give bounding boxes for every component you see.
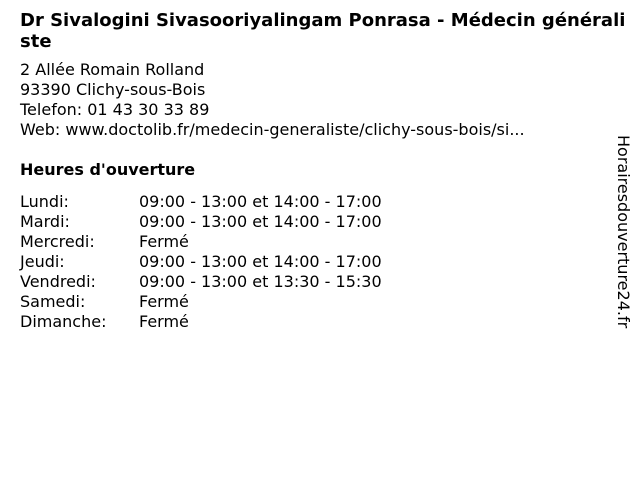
day-hours: Fermé bbox=[139, 292, 189, 311]
day-label: Lundi: bbox=[20, 192, 69, 211]
phone-number: Telefon: 01 43 30 33 89 bbox=[20, 100, 210, 119]
street-address: 2 Allée Romain Rolland bbox=[20, 60, 205, 79]
day-label: Jeudi: bbox=[20, 252, 65, 271]
day-label: Mardi: bbox=[20, 212, 70, 231]
website-link: Web: www.doctolib.fr/medecin-generaliste/clichy-sous-bois/si... bbox=[20, 120, 525, 139]
opening-hours-table bbox=[20, 192, 620, 332]
day-hours: 09:00 - 13:00 et 13:30 - 15:30 bbox=[139, 272, 382, 291]
hours-row-monday bbox=[20, 192, 620, 212]
day-hours: Fermé bbox=[139, 312, 189, 331]
address-block bbox=[20, 60, 620, 140]
hours-row-saturday bbox=[20, 292, 620, 312]
day-hours: 09:00 - 13:00 et 14:00 - 17:00 bbox=[139, 192, 382, 211]
day-label: Samedi: bbox=[20, 292, 86, 311]
city-address: 93390 Clichy-sous-Bois bbox=[20, 80, 206, 99]
day-label: Mercredi: bbox=[20, 232, 95, 251]
site-watermark bbox=[613, 135, 633, 345]
day-hours: Fermé bbox=[139, 232, 189, 251]
hours-row-sunday bbox=[20, 312, 620, 332]
page-title: Dr Sivalogini Sivasooriyalingam Ponrasa - Médecin généraliste bbox=[20, 10, 626, 52]
watermark-text: Horairesdouverture24.fr bbox=[614, 135, 633, 329]
hours-row-tuesday bbox=[20, 212, 620, 232]
hours-row-thursday bbox=[20, 252, 620, 272]
day-label: Dimanche: bbox=[20, 312, 107, 331]
day-hours: 09:00 - 13:00 et 14:00 - 17:00 bbox=[139, 252, 382, 271]
day-label: Vendredi: bbox=[20, 272, 96, 291]
hours-row-friday bbox=[20, 272, 620, 292]
day-hours: 09:00 - 13:00 et 14:00 - 17:00 bbox=[139, 212, 382, 231]
hours-row-wednesday bbox=[20, 232, 620, 252]
opening-hours-heading: Heures d'ouverture bbox=[20, 160, 196, 179]
